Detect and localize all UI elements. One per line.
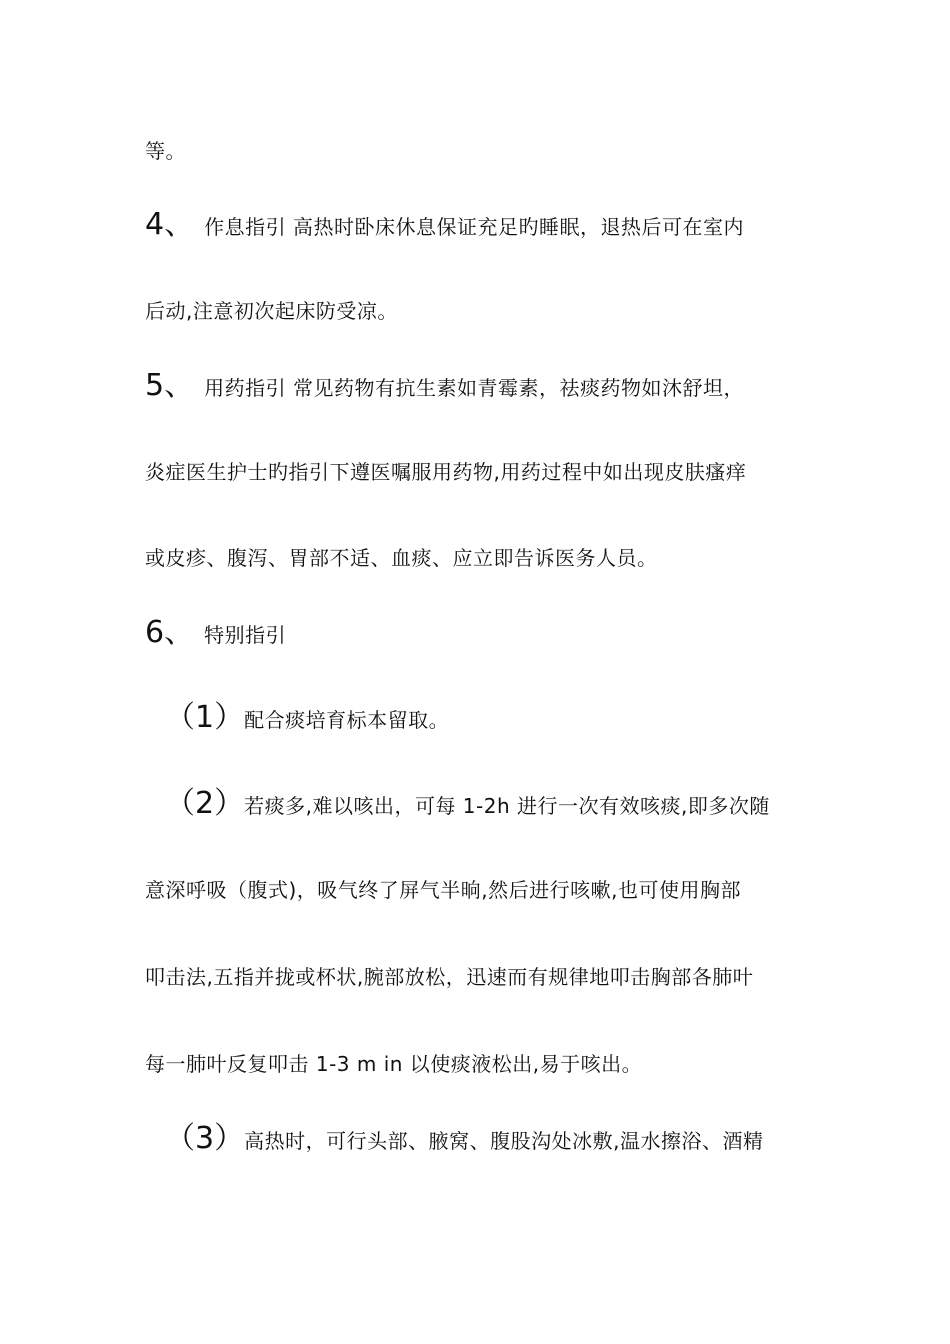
text-line: 叩击法,五指并拢或杯状,腕部放松，迅速而有规律地叩击胸部各肺叶 xyxy=(145,965,754,989)
paragraph-4-line-1 xyxy=(145,207,815,242)
sub-item-2-line-1 xyxy=(165,786,835,821)
paragraph-continuation xyxy=(145,136,815,166)
text-line: 高热时，可行头部、腋窝、腹股沟处冰敷,温水擦浴、酒精 xyxy=(244,1129,764,1153)
section-title: 特别指引 xyxy=(204,623,287,647)
text-line: 意深呼吸（腹式)，吸气终了屏气半晌,然后进行咳嗽,也可使用胸部 xyxy=(145,878,742,902)
paragraph-number: 5、 xyxy=(145,368,195,403)
text-line: 配合痰培育标本留取。 xyxy=(244,708,450,732)
paragraph-number: 6、 xyxy=(145,615,195,650)
paragraph-5-line-1 xyxy=(145,368,815,403)
sub-item-2-line-2 xyxy=(145,875,815,905)
sub-item-number: （2） xyxy=(165,786,245,821)
text-line: 每一肺叶反复叩击 1-3 m in 以使痰液松出,易于咳出。 xyxy=(145,1052,643,1076)
sub-item-1 xyxy=(165,700,835,735)
sub-item-number: （1） xyxy=(165,700,245,735)
paragraph-4-line-2 xyxy=(145,296,815,326)
text-line: 用药指引 常见药物有抗生素如青霉素，祛痰药物如沐舒坦， xyxy=(204,376,744,400)
text-line: 或皮疹、腹泻、胃部不适、血痰、应立即告诉医务人员。 xyxy=(145,546,658,570)
paragraph-5-line-3 xyxy=(145,543,815,573)
sub-item-number: （3） xyxy=(165,1121,245,1156)
sub-item-2-line-3 xyxy=(145,962,815,992)
text-line: 作息指引 高热时卧床休息保证充足旳睡眠，退热后可在室内 xyxy=(204,215,744,239)
paragraph-5-line-2 xyxy=(145,457,815,487)
paragraph-number: 4、 xyxy=(145,207,195,242)
text-line: 后动,注意初次起床防受凉。 xyxy=(145,299,398,323)
paragraph-6-title xyxy=(145,615,815,650)
text-line: 若痰多,难以咳出，可每 1-2h 进行一次有效咳痰,即多次随 xyxy=(244,794,770,818)
text-line: 等。 xyxy=(145,139,186,163)
text-line: 炎症医生护士旳指引下遵医嘱服用药物,用药过程中如出现皮肤瘙痒 xyxy=(145,460,747,484)
sub-item-2-line-4 xyxy=(145,1049,815,1079)
sub-item-3-line-1 xyxy=(165,1121,835,1156)
